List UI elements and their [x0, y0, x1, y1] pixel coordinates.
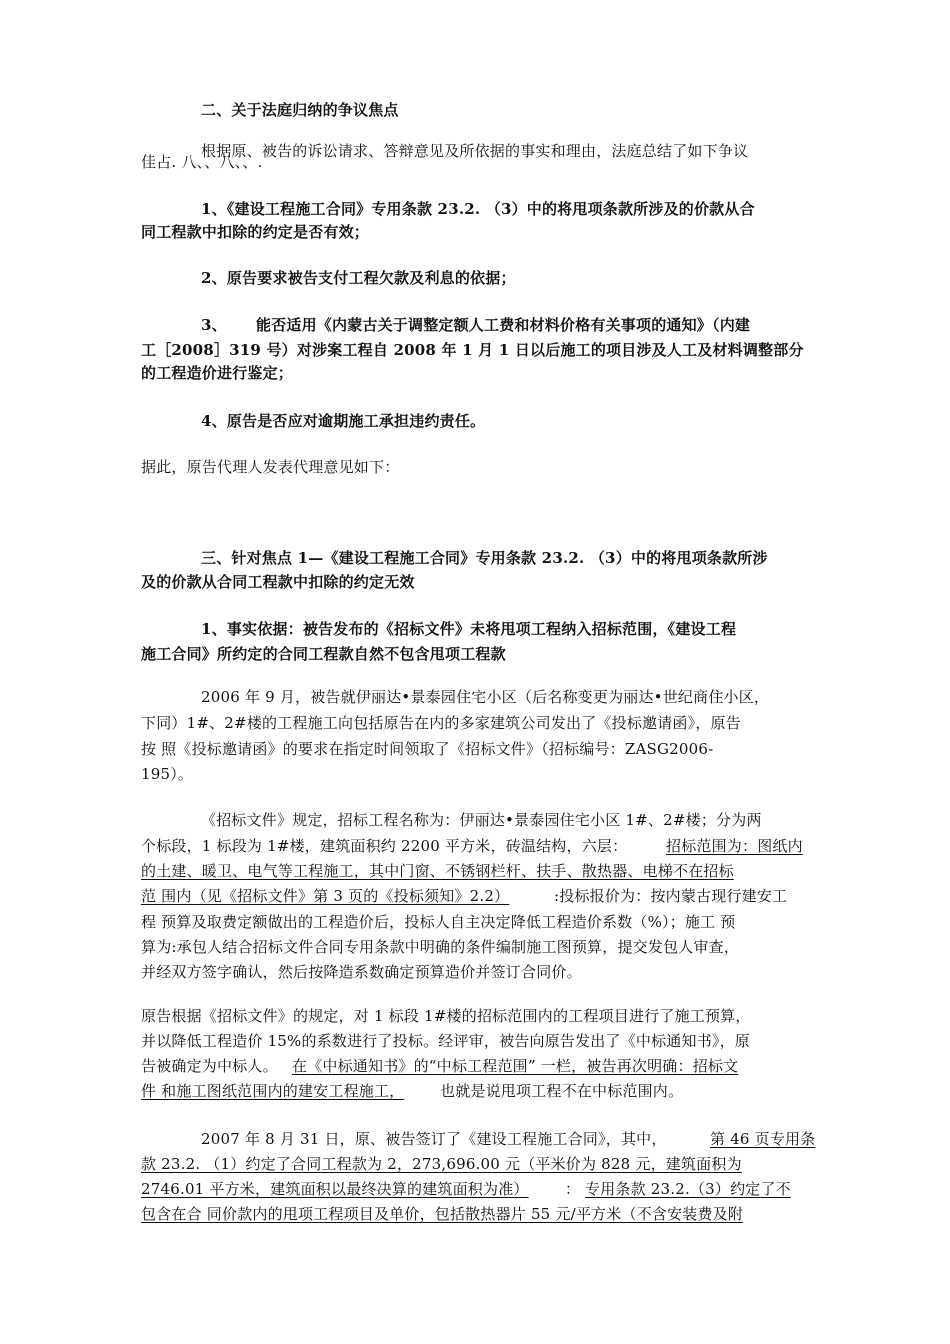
paragraph-2006-line-4: 195）。 — [141, 765, 194, 783]
section-2-heading: 二、关于法庭归纳的争议焦点 — [201, 101, 399, 119]
tender-paragraph-line-5: 程 预算及取费定额做出的工程造价后，投标人自主决定降低工程造价系数（%）；施工 预 — [141, 913, 736, 931]
tender-paragraph-line-7: 并经双方签字确认，然后按降造系数确定预算造价并签订合同价。 — [141, 963, 582, 981]
intro-paragraph-line-2: 佳占. 八、、八、、. — [141, 153, 263, 171]
contract-paragraph-line-1-start: 2007 年 8 月 31 日，原、被告签订了《建设工程施工合同》，其中， — [201, 1130, 667, 1148]
issue-3-line-1: 能否适用《内蒙古关于调整定额人工费和材料价格有关事项的通知》（内建 — [256, 316, 751, 334]
tender-paragraph-line-3: 的土建、暖卫、电气等工程施工，其中门窗、不锈钢栏杆、扶手、散热器、电梯不在招标 — [141, 862, 734, 880]
fact-basis-heading-line-1: 1、事实依据：被告发布的《招标文件》未将甩项工程纳入招标范围，《建设工程 — [201, 620, 737, 638]
bid-paragraph-line-4-end: 也就是说甩项工程不在中标范围内。 — [440, 1082, 684, 1100]
agent-opinion-intro: 据此，原告代理人发表代理意见如下： — [141, 458, 400, 476]
paragraph-2006-line-3: 按 照《投标邀请函》的要求在指定时间领取了《招标文件》（招标编号：ZASG2006- — [141, 740, 714, 758]
issue-2: 2、原告要求被告支付工程欠款及利息的依据； — [201, 269, 516, 287]
bid-paragraph-line-1: 原告根据《招标文件》的规定，对 1 标段 1#楼的招标范围内的工程项目进行了施工预算， — [141, 1007, 751, 1025]
tender-paragraph-line-2-start: 个标段，1 标段为 1#楼，建筑面积约 2200 平方米，砖温结构，六层： — [141, 837, 628, 855]
tender-paragraph-line-4-underlined: 范 围内（见《招标文件》第 3 页的《投标须知》2.2） — [141, 887, 510, 905]
issue-1-line-1: 1、《建设工程施工合同》专用条款 23.2. （3）中的将甩项条款所涉及的价款从合 — [201, 200, 755, 218]
tender-paragraph-line-4-end: :投标报价为：按内蒙古现行建安工 — [554, 887, 788, 905]
bid-paragraph-line-2: 并以降低工程造价 15%的系数进行了投标。经评审，被告向原告发出了《中标通知书》，原 — [141, 1032, 751, 1050]
contract-paragraph-line-3-underlined: 2746.01 平方米，建筑面积以最终决算的建筑面积为准） — [141, 1180, 529, 1198]
section-3-heading-line-2: 及的价款从合同工程款中扣除的约定无效 — [141, 573, 415, 591]
tender-paragraph-line-1: 《招标文件》规定，招标工程名称为：伊丽达•景泰园住宅小区 1#、2#楼；分为两 — [201, 811, 762, 829]
issue-1-line-2: 同工程款中扣除的约定是否有效； — [141, 223, 370, 241]
contract-clause-3-underlined: 专用条款 23.2.（3）约定了不 — [585, 1180, 791, 1198]
contract-clause-underlined: 第 46 页专用条 — [710, 1130, 816, 1148]
paragraph-2006-line-2: 下同）1#、2#楼的工程施工向包括原告在内的多家建筑公司发出了《投标邀请函》，原告 — [141, 714, 741, 732]
bid-paragraph-line-4-underlined: 件 和施工图纸范围内的建安工程施工， — [141, 1082, 405, 1100]
bid-paragraph-line-3-start: 告被确定为中标人。 — [141, 1057, 278, 1075]
contract-paragraph-line-4: 包含在合 同价款内的甩项工程项目及单价，包括散热器片 55 元/平方米（不含安装费及附 — [141, 1205, 744, 1223]
issue-3-number: 3、 — [201, 316, 227, 334]
contract-paragraph-line-3-colon: ： — [565, 1180, 581, 1198]
fact-basis-heading-line-2: 施工合同》所约定的合同工程款自然不包含甩项工程款 — [141, 645, 506, 663]
tender-scope-underlined: 招标范围为：图纸内 — [666, 837, 803, 855]
issue-3-line-2: 工［2008］319 号）对涉案工程自 2008 年 1 月 1 日以后施工的项目涉及人工及材料调整部分 — [141, 341, 804, 359]
paragraph-2006-line-1: 2006 年 9 月，被告就伊丽达•景泰园住宅小区（后名称变更为丽达•世纪商住小区， — [201, 688, 770, 706]
section-3-heading-line-1: 三、针对焦点 1—《建设工程施工合同》专用条款 23.2. （3）中的将甩项条款所涉 — [201, 549, 768, 567]
issue-4: 4、原告是否应对逾期施工承担违约责任。 — [201, 412, 486, 430]
intro-paragraph-line-1: 根据原、被告的诉讼请求、答辩意见及所依据的事实和理由，法庭总结了如下争议 — [201, 142, 749, 160]
award-scope-underlined: 在《中标通知书》的“中标工程范围” 一栏，被告再次明确：招标文 — [292, 1057, 739, 1075]
issue-3-line-3: 的工程造价进行鉴定； — [141, 364, 294, 382]
contract-paragraph-line-2: 款 23.2. （1）约定了合同工程款为 2，273,696.00 元（平米价为 828 元，建筑面积为 — [141, 1155, 742, 1173]
tender-paragraph-line-6: 算为:承包人结合招标文件合同专用条款中明确的条件编制施工图预算，提交发包人审查， — [141, 938, 740, 956]
